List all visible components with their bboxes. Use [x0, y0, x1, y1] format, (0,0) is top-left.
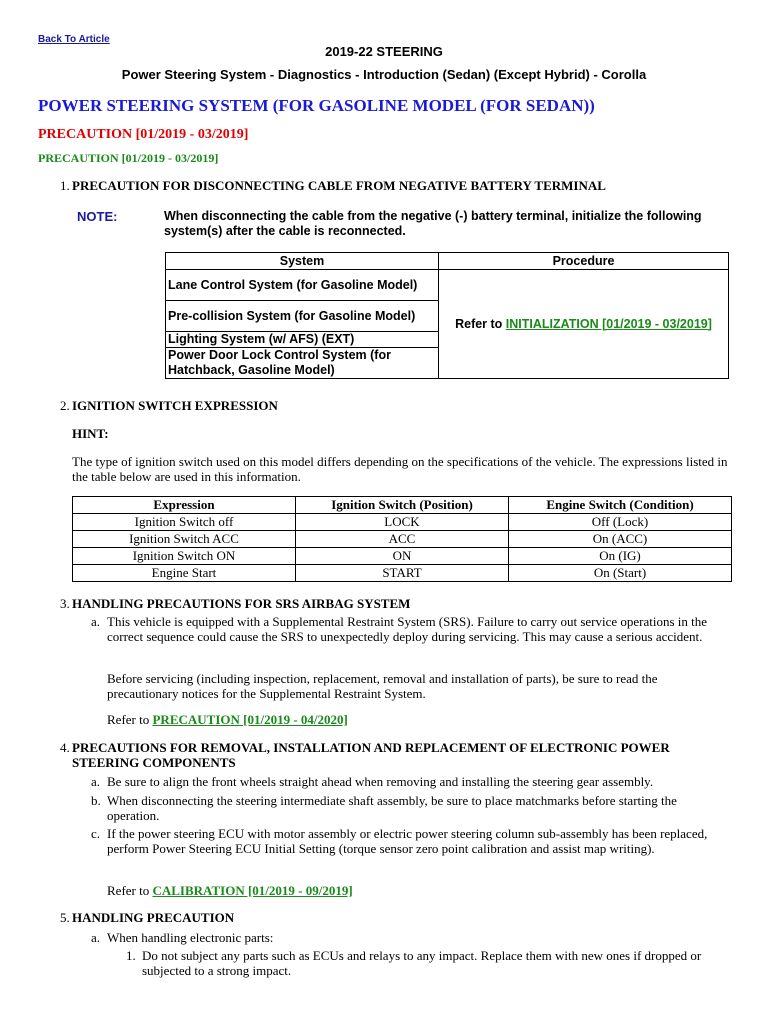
table-row — [73, 514, 732, 531]
table-row — [73, 531, 732, 548]
list-item-label: 1. — [126, 948, 136, 963]
page-title: POWER STEERING SYSTEM (FOR GASOLINE MODEL (FOR SEDAN)) — [38, 96, 595, 115]
table-cell: Off (Lock) — [509, 514, 732, 531]
list-item-text: When disconnecting the steering intermediate shaft assembly, be sure to place matchmarks before starting the operation. — [107, 793, 677, 823]
refer-prefix: Refer to — [107, 712, 153, 727]
table-cell: On (ACC) — [509, 531, 732, 548]
list-item-text: When handling electronic parts: — [107, 930, 274, 945]
table-header: Expression — [73, 497, 296, 514]
section-number: 1. — [60, 178, 70, 193]
hint-label: HINT: — [72, 426, 109, 441]
document-header-title: 2019-22 STEERING — [325, 44, 443, 59]
table-cell: Ignition Switch ACC — [73, 531, 296, 548]
table-cell: Ignition Switch ON — [73, 548, 296, 565]
document-header-subtitle: Power Steering System - Diagnostics - Introduction (Sedan) (Except Hybrid) - Corolla — [121, 67, 647, 82]
list-item-label: a. — [91, 614, 101, 629]
precaution-heading: PRECAUTION [01/2019 - 03/2019] — [38, 127, 249, 142]
srs-refer — [107, 712, 731, 727]
precaution-link[interactable]: PRECAUTION [01/2019 - 04/2020] — [152, 712, 348, 727]
hint-text: The type of ignition switch used on this model differs depending on the specifications of the vehicle. The expressions listed in the table below are used in this information. — [72, 454, 728, 484]
table-cell: LOCK — [296, 514, 509, 531]
section-title: HANDLING PRECAUTION — [72, 910, 235, 925]
table-cell: START — [296, 565, 509, 582]
table-header: Ignition Switch (Position) — [296, 497, 509, 514]
calibration-link[interactable]: CALIBRATION [01/2019 - 09/2019] — [152, 883, 353, 898]
table-row — [73, 565, 732, 582]
list-item-text: This vehicle is equipped with a Supplemental Restraint System (SRS). Failure to carry out service operations in the correct sequence could cause the SRS to unexpectedly deploy during servicing. This may cause a serious accident. — [107, 614, 708, 644]
ignition-switch-table — [72, 496, 732, 582]
table-cell: On (IG) — [509, 548, 732, 565]
precaution-subheading: PRECAUTION [01/2019 - 03/2019] — [38, 151, 219, 165]
initialization-table — [165, 252, 729, 379]
note-label: NOTE: — [77, 209, 118, 224]
note-text: When disconnecting the cable from the negative (-) battery terminal, initialize the following system(s) after the cable is reconnected. — [164, 209, 702, 238]
table-cell: Engine Start — [73, 565, 296, 582]
refer-prefix: Refer to — [107, 883, 153, 898]
srs-notice-text: Before servicing (including inspection, replacement, removal and installation of parts), be sure to read the precautionary notices for the Supplemental Restraint System. — [107, 671, 658, 701]
table-cell: ACC — [296, 531, 509, 548]
list-item-text: If the power steering ECU with motor assembly or electric power steering column sub-assembly has been replaced, perform Power Steering ECU Initial Setting (torque sensor zero point calibration and assist map writing). — [107, 826, 708, 856]
table-header: Procedure — [439, 253, 729, 270]
list-item-text: Be sure to align the front wheels straight ahead when removing and installing the steering gear assembly. — [107, 774, 654, 789]
section-number: 5. — [60, 910, 70, 925]
list-item-label: a. — [91, 774, 101, 789]
initialization-link[interactable]: INITIALIZATION [01/2019 - 03/2019] — [505, 316, 712, 331]
table-cell: ON — [296, 548, 509, 565]
back-to-article-link[interactable]: Back To Article — [38, 34, 110, 45]
procedure-prefix: Refer to — [455, 316, 506, 331]
table-row — [73, 548, 732, 565]
table-cell-system: Pre-collision System (for Gasoline Model) — [166, 301, 439, 332]
table-cell: On (Start) — [509, 565, 732, 582]
section-title: IGNITION SWITCH EXPRESSION — [72, 398, 278, 413]
section-number: 2. — [60, 398, 70, 413]
section-title: PRECAUTION FOR DISCONNECTING CABLE FROM NEGATIVE BATTERY TERMINAL — [72, 178, 606, 193]
section-number: 3. — [60, 596, 70, 611]
table-cell-procedure — [439, 270, 729, 379]
table-header: Engine Switch (Condition) — [509, 497, 732, 514]
list-item-label: c. — [91, 826, 101, 841]
list-item-label: b. — [91, 793, 101, 808]
section-title: HANDLING PRECAUTIONS FOR SRS AIRBAG SYSTEM — [72, 596, 411, 611]
section-title-continued: STEERING COMPONENTS — [72, 755, 236, 770]
table-cell-system: Power Door Lock Control System (for Hatchback, Gasoline Model) — [166, 348, 439, 379]
table-cell-system: Lighting System (w/ AFS) (EXT) — [166, 332, 439, 348]
calibration-refer — [107, 883, 731, 898]
section-title: PRECAUTIONS FOR REMOVAL, INSTALLATION AND REPLACEMENT OF ELECTRONIC POWER — [72, 740, 670, 755]
table-cell: Ignition Switch off — [73, 514, 296, 531]
table-cell-system: Lane Control System (for Gasoline Model) — [166, 270, 439, 301]
list-item-label: a. — [91, 930, 101, 945]
table-header: System — [166, 253, 439, 270]
list-item-text: Do not subject any parts such as ECUs and relays to any impact. Replace them with new ones if dropped or subjected to a strong impact. — [142, 948, 702, 978]
section-number: 4. — [60, 740, 70, 755]
